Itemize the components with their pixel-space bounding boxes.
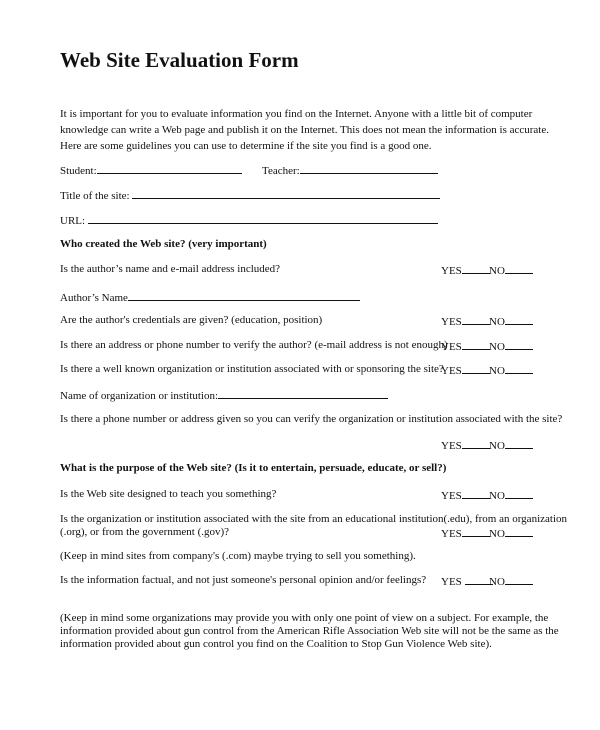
yes-no-answer[interactable] (441, 339, 505, 354)
no-label: NO (489, 365, 505, 377)
note: (Keep in mind sites from company's (.com) maybe trying to sell you something). (60, 550, 416, 562)
teacher-field[interactable] (262, 163, 438, 178)
org-name-blank[interactable] (218, 388, 388, 399)
no-blank[interactable] (505, 314, 533, 325)
author-name-blank[interactable] (128, 290, 360, 301)
question: (.org), or from the government (.gov)? (60, 526, 230, 538)
author-name-label: Author’s Name (60, 292, 128, 304)
yes-blank[interactable] (462, 526, 490, 537)
yes-label: YES (441, 528, 462, 540)
no-label: NO (489, 490, 505, 502)
yes-blank[interactable] (462, 263, 490, 274)
section-heading: What is the purpose of the Web site? (Is it to entertain, persuade, educate, or sell?) (60, 462, 447, 474)
org-name-label: Name of organization or institution: (60, 390, 219, 402)
yes-no-answer[interactable] (441, 574, 505, 589)
yes-no-answer[interactable] (441, 526, 505, 541)
yes-no-answer[interactable] (441, 438, 505, 453)
note-line: (Keep in mind some organizations may provide you with only one point of view on a subject. For example, the (60, 612, 549, 624)
question: Is there an address or phone number to verify the author? (e-mail address is not enough) (60, 339, 448, 351)
no-blank[interactable] (505, 438, 533, 449)
no-label: NO (489, 528, 505, 540)
question: Is the information factual, and not just someone's personal opinion and/or feelings? (60, 574, 427, 586)
no-blank[interactable] (505, 263, 533, 274)
student-label: Student: (60, 165, 97, 177)
yes-blank[interactable] (462, 363, 490, 374)
yes-label: YES (441, 576, 462, 588)
url-field[interactable] (60, 213, 438, 228)
site-title-label: Title of the site: (60, 190, 130, 202)
url-label: URL: (60, 215, 86, 227)
note-line: information provided about gun control you find on the Coalition to Stop Gun Violence Web site). (60, 638, 492, 650)
yes-label: YES (441, 490, 462, 502)
student-blank[interactable] (97, 163, 242, 174)
yes-blank[interactable] (462, 438, 490, 449)
yes-blank[interactable] (462, 339, 490, 350)
page-title: Web Site Evaluation Form (60, 48, 299, 72)
question: Are the author's credentials are given? (education, position) (60, 314, 323, 326)
question: Is the organization or institution associated with the site from an educational institution(.edu), from an organization (60, 513, 567, 525)
no-label: NO (489, 341, 505, 353)
question: Is the author’s name and e-mail address included? (60, 263, 281, 275)
yes-label: YES (441, 365, 462, 377)
yes-label: YES (441, 341, 462, 353)
org-name-field[interactable] (60, 388, 388, 403)
yes-label: YES (441, 316, 462, 328)
url-blank[interactable] (88, 213, 438, 224)
site-title-blank[interactable] (132, 188, 440, 199)
intro-line: It is important for you to evaluate information you find on the Internet. Anyone with a little bit of computer (60, 108, 533, 120)
question: Is there a phone number or address given so you can verify the organization or institution associated with the site? (60, 413, 563, 425)
site-title-field[interactable] (60, 188, 440, 203)
author-name-field[interactable] (60, 290, 360, 305)
yes-label: YES (441, 265, 462, 277)
intro-line: Here are some guidelines you can use to determine if the site you find is a good one. (60, 140, 432, 152)
question: Is the Web site designed to teach you something? (60, 488, 277, 500)
yes-blank[interactable] (462, 488, 490, 499)
yes-no-answer[interactable] (441, 263, 505, 278)
yes-label: YES (441, 440, 462, 452)
no-blank[interactable] (505, 574, 533, 585)
no-blank[interactable] (505, 339, 533, 350)
yes-no-answer[interactable] (441, 363, 505, 378)
note-line: information provided about gun control from the American Rifle Association Web site will not be the same as the (60, 625, 559, 637)
no-label: NO (489, 316, 505, 328)
no-blank[interactable] (505, 526, 533, 537)
yes-blank[interactable] (462, 314, 490, 325)
yes-no-answer[interactable] (441, 314, 505, 329)
intro-line: knowledge can write a Web page and publish it on the Internet. This does not mean the information is accurate. (60, 124, 549, 136)
teacher-label: Teacher: (262, 165, 300, 177)
no-blank[interactable] (505, 488, 533, 499)
no-blank[interactable] (505, 363, 533, 374)
section-heading: Who created the Web site? (very important) (60, 238, 267, 250)
no-label: NO (489, 440, 505, 452)
no-label: NO (489, 576, 505, 588)
student-field[interactable] (60, 163, 242, 178)
question: Is there a well known organization or institution associated with or sponsoring the site? (60, 363, 444, 375)
yes-no-answer[interactable] (441, 488, 505, 503)
no-label: NO (489, 265, 505, 277)
teacher-blank[interactable] (300, 163, 438, 174)
